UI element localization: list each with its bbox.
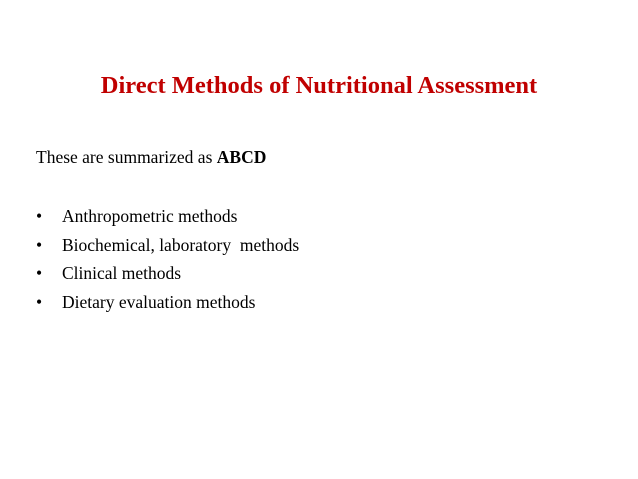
intro-text: These are summarized as: [36, 147, 217, 167]
bullet-icon: •: [36, 234, 43, 255]
list-item: [36, 261, 299, 290]
method-list: [36, 204, 299, 318]
list-item: [36, 290, 299, 319]
list-item-label: Biochemical, laboratory methods: [62, 234, 300, 255]
bullet-icon: •: [36, 206, 43, 226]
list-item: [36, 233, 299, 262]
bullet-icon: •: [36, 263, 43, 283]
intro-emphasis: ABCD: [216, 147, 267, 167]
list-item-label: Clinical methods: [62, 263, 182, 283]
list-item-label: Dietary evaluation methods: [62, 291, 256, 312]
bullet-icon: •: [36, 291, 43, 312]
list-item: [36, 204, 299, 233]
slide-title: Direct Methods of Nutritional Assessment: [100, 72, 538, 99]
list-item-label: Anthropometric methods: [62, 206, 238, 226]
intro-line: [36, 145, 266, 169]
